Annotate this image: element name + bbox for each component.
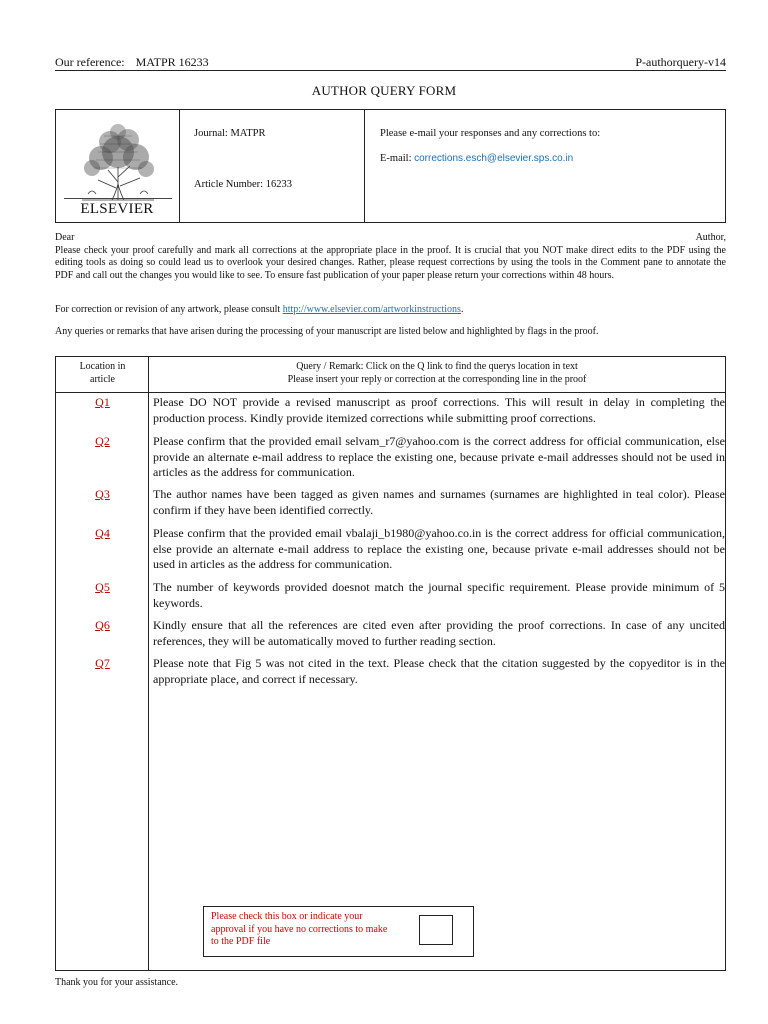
form-title: AUTHOR QUERY FORM	[311, 83, 457, 98]
artwork-prefix: For correction or revision of any artwork, please consult	[55, 304, 281, 315]
journal-info	[180, 110, 365, 222]
query-link[interactable]: Q2	[95, 434, 110, 448]
query-link[interactable]: Q4	[95, 526, 110, 540]
queries-intro: Any queries or remarks that have arisen during the processing of your manuscript are listed below and highlighted by flags in the proof.	[55, 326, 599, 337]
salutation	[55, 232, 726, 245]
logo-rule	[64, 198, 172, 199]
query-text: Kindly ensure that all the references are cited even after providing the proof corrections. In case of any uncited references, they will be automatically moved to further reading section.	[153, 618, 725, 648]
query-text: Please confirm that the provided email selvam_r7@yahoo.com is the correct address for official communication, else provide an alternate e-mail address to replace the existing one, because private e-mail addresses should not be used in articles as the address for communication.	[153, 434, 725, 479]
query-text: Please DO NOT provide a revised manuscript as proof corrections. This will result in delay in completing the production process. Kindly provide itemized corrections while submitting proof corrections.	[153, 395, 725, 425]
intro	[55, 232, 726, 282]
location-column-header	[56, 357, 149, 393]
query-table	[55, 356, 726, 971]
remark-header-line2: Please insert your reply or correction at the corresponding line in the proof	[287, 373, 587, 385]
query-link[interactable]: Q7	[95, 656, 110, 670]
email-label: E-mail:	[380, 153, 412, 164]
closing-thanks: Thank you for your assistance.	[55, 977, 179, 988]
email-row	[380, 153, 573, 164]
artwork-instructions-link[interactable]: http://www.elsevier.com/artworkinstructions	[282, 304, 461, 315]
location-header-line2: article	[90, 373, 115, 385]
approval-checkbox[interactable]	[419, 915, 453, 945]
query-link[interactable]: Q1	[95, 395, 110, 409]
reference-value: MATPR 16233	[135, 55, 209, 69]
salutation-dear: Dear	[55, 232, 75, 243]
reference	[55, 55, 209, 70]
elsevier-tree-icon	[68, 122, 168, 202]
reference-label: Our reference:	[55, 55, 125, 69]
query-text: The number of keywords provided doesnot match the journal specific requirement. Please provide minimum of 5 keywords.	[153, 580, 725, 610]
reference-line	[55, 55, 726, 71]
approval-instruction: Please check this box or indicate your approval if you have no corrections to make to the PDF file	[211, 911, 388, 947]
query-text: Please confirm that the provided email vbalaji_b1980@yahoo.co.in is the correct address for official communication, else provide an alternate e-mail address to replace the existing one, because private e-mail addresses should not be used in articles as the address for communication.	[153, 526, 725, 571]
remark-header-line1: Query / Remark: Click on the Q link to find the querys location in text	[296, 361, 578, 372]
header-box	[55, 109, 726, 223]
intro-body: Please check your proof carefully and mark all corrections at the appropriate place in the proof. It is crucial that you NOT make direct edits to the PDF using the editing tools as doing so could lead us to overlook your desired changes. Rather, please request corrections by using the tools in the Comment pane to annotate the PDF and call out the changes you would like to see. To ensure fast publication of your paper please return your corrections within 48 hours.	[55, 244, 726, 281]
artwork-note	[55, 304, 726, 315]
journal-name: Journal: MATPR	[194, 128, 266, 139]
query-text: The author names have been tagged as given names and surnames (surnames are highlighted in teal color). Please confirm if they have been identified correctly.	[153, 487, 725, 517]
publisher-logo	[56, 110, 180, 222]
form-code: P-authorquery-v14	[635, 55, 726, 69]
remark-column-header	[149, 357, 725, 393]
contact-info	[365, 110, 725, 222]
publisher-logo-text: ELSEVIER	[80, 201, 154, 217]
location-header-line1: Location in	[79, 361, 126, 372]
contact-instruction: Please e-mail your responses and any corrections to:	[380, 128, 601, 139]
query-link[interactable]: Q3	[95, 487, 110, 501]
query-link[interactable]: Q5	[95, 580, 110, 594]
email-address-link[interactable]: corrections.esch@elsevier.sps.co.in	[414, 153, 574, 164]
query-link[interactable]: Q6	[95, 618, 110, 632]
query-table-header	[56, 357, 725, 393]
salutation-author: Author,	[695, 232, 726, 243]
article-number: Article Number: 16233	[194, 179, 292, 190]
artwork-suffix: .	[460, 304, 464, 315]
query-text: Please note that Fig 5 was not cited in the text. Please check that the citation suggested by the copyeditor is in the appropriate place, and correct if necessary.	[153, 656, 725, 686]
approval-box	[203, 906, 474, 957]
